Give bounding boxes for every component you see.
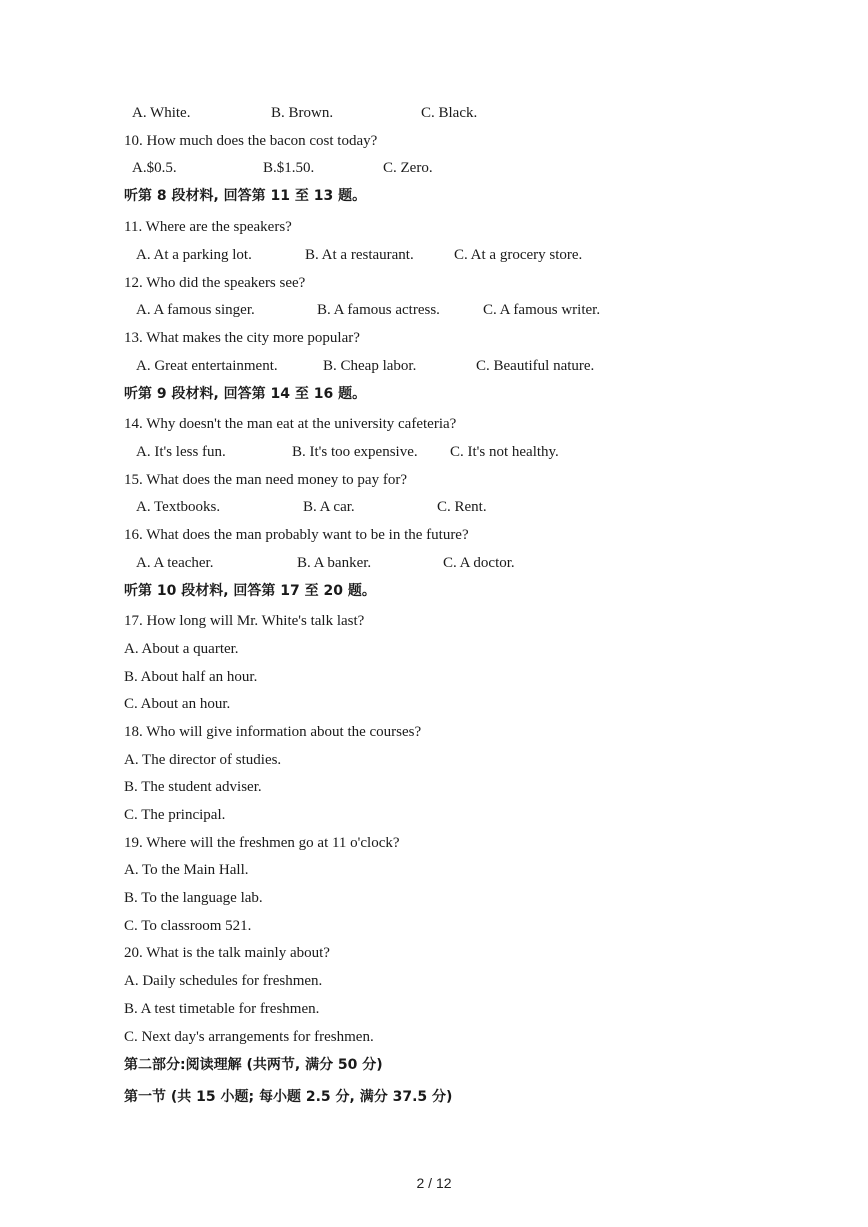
section-8-heading: 听第 8 段材料, 回答第 11 至 13 题。 <box>124 188 367 204</box>
q14-option-a: A. It's less fun. <box>136 444 226 460</box>
q11-question: 11. Where are the speakers? <box>124 219 292 235</box>
q20-option-c: C. Next day's arrangements for freshmen. <box>124 1029 374 1045</box>
part-2-heading: 第二部分:阅读理解 (共两节, 满分 50 分) <box>124 1057 383 1073</box>
q13-question: 13. What makes the city more popular? <box>124 330 360 346</box>
section-10-heading: 听第 10 段材料, 回答第 17 至 20 题。 <box>124 583 376 599</box>
q11-option-b: B. At a restaurant. <box>305 247 414 263</box>
q16-option-c: C. A doctor. <box>443 555 515 571</box>
q19-question: 19. Where will the freshmen go at 11 o'clock? <box>124 835 400 851</box>
q9-option-b: B. Brown. <box>271 105 334 121</box>
q13-option-b: B. Cheap labor. <box>323 358 417 374</box>
q14-question: 14. Why doesn't the man eat at the university cafeteria? <box>124 416 457 432</box>
q19-option-a: A. To the Main Hall. <box>124 862 249 878</box>
q13-option-c: C. Beautiful nature. <box>476 358 595 374</box>
q16-option-b: B. A banker. <box>297 555 372 571</box>
q15-option-b: B. A car. <box>303 499 355 515</box>
page-number: 2 / 12 <box>416 1175 452 1191</box>
q12-option-b: B. A famous actress. <box>317 302 440 318</box>
q10-option-a: A.$0.5. <box>132 160 177 176</box>
q10-question: 10. How much does the bacon cost today? <box>124 133 378 149</box>
q16-option-a: A. A teacher. <box>136 555 214 571</box>
q17-question: 17. How long will Mr. White's talk last? <box>124 613 365 629</box>
q14-option-c: C. It's not healthy. <box>450 444 559 460</box>
q19-option-b: B. To the language lab. <box>124 890 263 906</box>
q15-option-c: C. Rent. <box>437 499 487 515</box>
q20-question: 20. What is the talk mainly about? <box>124 945 330 961</box>
q19-option-c: C. To classroom 521. <box>124 918 252 934</box>
q11-option-a: A. At a parking lot. <box>136 247 252 263</box>
q17-option-a: A. About a quarter. <box>124 641 239 657</box>
q17-option-c: C. About an hour. <box>124 696 231 712</box>
q12-option-a: A. A famous singer. <box>136 302 255 318</box>
q12-question: 12. Who did the speakers see? <box>124 275 306 291</box>
q20-option-b: B. A test timetable for freshmen. <box>124 1001 320 1017</box>
q18-option-c: C. The principal. <box>124 807 226 823</box>
q18-option-a: A. The director of studies. <box>124 752 282 768</box>
q9-option-a: A. White. <box>132 105 191 121</box>
section-9-heading: 听第 9 段材料, 回答第 14 至 16 题。 <box>124 386 367 402</box>
q15-question: 15. What does the man need money to pay for? <box>124 472 407 488</box>
q10-option-b: B.$1.50. <box>263 160 315 176</box>
q12-option-c: C. A famous writer. <box>483 302 601 318</box>
q11-option-c: C. At a grocery store. <box>454 247 583 263</box>
part-2-section-1-heading: 第一节 (共 15 小题; 每小题 2.5 分, 满分 37.5 分) <box>124 1089 453 1105</box>
q9-option-c: C. Black. <box>421 105 478 121</box>
q16-question: 16. What does the man probably want to be in the future? <box>124 527 469 543</box>
q14-option-b: B. It's too expensive. <box>292 444 418 460</box>
q20-option-a: A. Daily schedules for freshmen. <box>124 973 323 989</box>
q18-question: 18. Who will give information about the courses? <box>124 724 422 740</box>
q10-option-c: C. Zero. <box>383 160 433 176</box>
q15-option-a: A. Textbooks. <box>136 499 221 515</box>
q13-option-a: A. Great entertainment. <box>136 358 278 374</box>
q17-option-b: B. About half an hour. <box>124 669 258 685</box>
q18-option-b: B. The student adviser. <box>124 779 262 795</box>
